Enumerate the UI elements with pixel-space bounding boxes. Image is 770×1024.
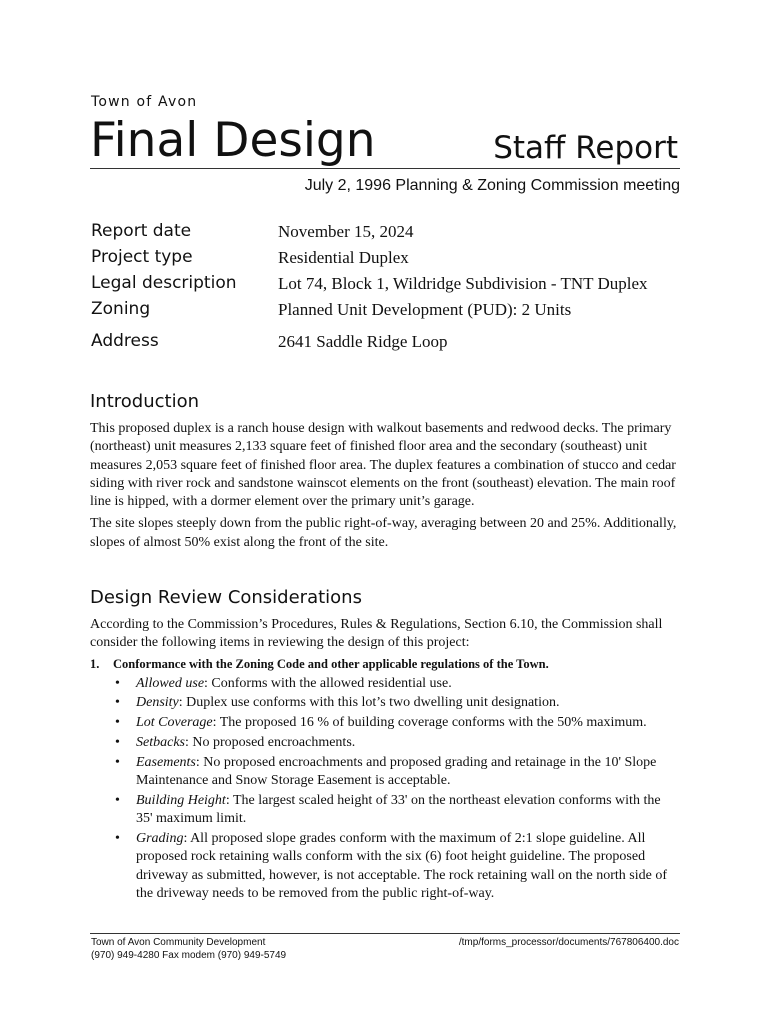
report-subtitle: Staff Report	[493, 130, 678, 166]
item-text: : Duplex use conforms with this lot’s two dwelling unit designation.	[178, 695, 560, 711]
bullet-icon: •	[115, 675, 120, 691]
meta-value: November 15, 2024	[278, 222, 414, 241]
item-term: Allowed use	[136, 675, 205, 691]
list-item	[90, 675, 680, 693]
design-review-section	[90, 587, 680, 905]
list-item	[90, 694, 680, 712]
design-review-paragraph: According to the Commission’s Procedures, Rules & Regulations, Section 6.10, the Commission shall consider the following items in reviewing the design of this project:	[90, 617, 663, 651]
introduction-heading: Introduction	[90, 391, 200, 412]
meta-value: Residential Duplex	[278, 248, 409, 267]
footer-org: Town of Avon Community Development	[91, 937, 266, 948]
item-text: : No proposed encroachments and proposed grading and retainage in the 10' Slope Maintenance and Snow Storage Easement is acceptable.	[136, 754, 657, 789]
page-title: Final Design	[90, 113, 376, 168]
bullet-icon: •	[115, 830, 120, 846]
meta-label: Address	[91, 331, 159, 351]
item-text: : No proposed encroachments.	[184, 734, 356, 750]
bullet-icon: •	[115, 734, 120, 750]
item-text: : The largest scaled height of 33' on the northeast elevation conforms with the 35' maximum limit.	[136, 792, 661, 827]
list-item	[90, 792, 680, 829]
item-text: : Conforms with the allowed residential use.	[204, 675, 452, 691]
bullet-icon: •	[115, 695, 120, 711]
list-item	[90, 734, 680, 752]
item-term: Building Height	[136, 792, 226, 808]
meta-label: Zoning	[91, 299, 151, 319]
meeting-line: July 2, 1996 Planning & Zoning Commission meeting	[304, 177, 680, 194]
design-review-heading: Design Review Considerations	[90, 587, 362, 608]
meta-value: Planned Unit Development (PUD): 2 Units	[278, 300, 572, 319]
footer-divider	[90, 933, 680, 934]
footer-path: /tmp/forms_processor/documents/767806400.doc	[458, 937, 679, 948]
footer-phone: (970) 949-4280 Fax modem (970) 949-5749	[91, 950, 287, 961]
item-term: Density	[136, 695, 179, 711]
meta-label: Report date	[91, 221, 192, 241]
footer-left	[91, 936, 286, 962]
item-term: Setbacks	[136, 734, 185, 750]
meta-value: 2641 Saddle Ridge Loop	[278, 332, 448, 351]
item-term: Lot Coverage	[136, 715, 213, 731]
introduction-paragraph: The site slopes steeply down from the public right-of-way, averaging between 20 and 25%. Additionally, slopes of almost 50% exist along the front of the site.	[90, 516, 677, 550]
item-term: Easements	[136, 754, 196, 770]
meta-label: Project type	[91, 247, 193, 267]
bullet-icon: •	[115, 754, 120, 770]
town-name: Town of Avon	[91, 94, 198, 110]
item-heading-text: Conformance with the Zoning Code and other applicable regulations of the Town.	[113, 656, 549, 671]
item-number: 1.	[90, 656, 100, 671]
numbered-item-heading	[90, 657, 680, 672]
header-divider	[90, 168, 680, 169]
list-item	[90, 754, 680, 791]
introduction-section	[90, 391, 680, 556]
consideration-list	[90, 675, 680, 904]
list-item	[90, 714, 680, 732]
introduction-paragraph: This proposed duplex is a ranch house design with walkout basements and redwood decks. The primary (northeast) unit measures 2,133 square feet of finished floor area and the secondary (southeast) unit measures 2,053 square feet of finished floor area. The duplex features a combination of stucco and cedar siding with river rock and sandstone wainscot elements on the front (southeast) elevation. The main roof line is hipped, with a dormer element over the primary unit’s garage.	[90, 421, 676, 510]
item-text: : The proposed 16 % of building coverage conforms with the 50% maximum.	[212, 715, 647, 731]
item-term: Grading	[136, 830, 184, 846]
bullet-icon: •	[115, 715, 120, 731]
meta-label: Legal description	[91, 273, 237, 293]
bullet-icon: •	[115, 792, 120, 808]
meta-value: Lot 74, Block 1, Wildridge Subdivision - TNT Duplex	[278, 274, 648, 293]
item-text: : All proposed slope grades conform with the maximum of 2:1 slope guideline. All proposed rock retaining walls conform with the six (6) foot height guideline. The proposed driveway as submitted, however, is not acceptable. The rock retaining wall on the north side of the driveway needs to be removed from the public right-of-way.	[136, 830, 668, 901]
list-item	[90, 830, 680, 903]
